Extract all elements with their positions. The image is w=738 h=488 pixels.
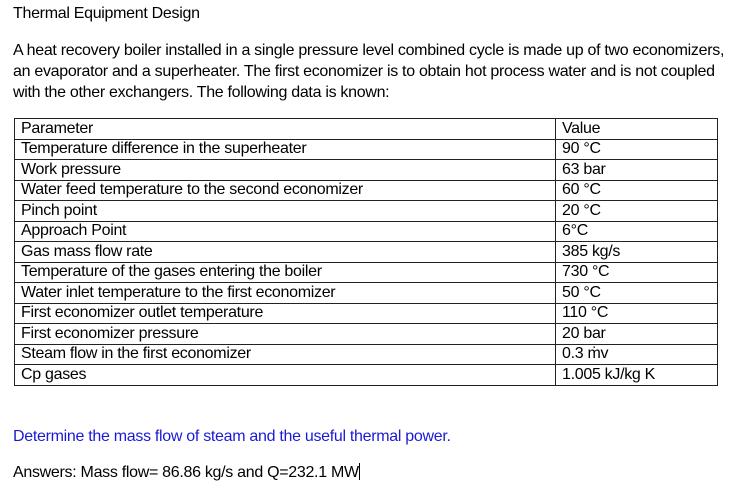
table-row	[15, 344, 718, 365]
value-cell: 110 °C	[556, 303, 718, 324]
table-row	[15, 160, 718, 181]
table-row	[15, 365, 718, 386]
parameter-cell: First economizer outlet temperature	[15, 303, 556, 324]
table-row	[15, 303, 718, 324]
value-cell: 730 °C	[556, 262, 718, 283]
parameter-cell: Cp gases	[15, 365, 556, 386]
table-row	[15, 221, 718, 242]
table-row	[15, 180, 718, 201]
value-cell: 6°C	[556, 221, 718, 242]
table-row	[15, 262, 718, 283]
value-cell: 20 °C	[556, 201, 718, 222]
parameter-cell: Work pressure	[15, 160, 556, 181]
data-table	[14, 118, 718, 386]
table-row	[15, 242, 718, 263]
parameter-cell: Temperature of the gases entering the boiler	[15, 262, 556, 283]
value-cell: 63 bar	[556, 160, 718, 181]
value-cell: 60 °C	[556, 180, 718, 201]
answer-value: Answers: Mass flow= 86.86 kg/s and Q=232.1 MW	[13, 464, 359, 481]
problem-statement: A heat recovery boiler installed in a single pressure level combined cycle is made up of two economizers, an evaporator and a superheater. The first economizer is to obtain hot process water and is not coupled with the other exchangers. The following data is known:	[13, 42, 725, 101]
value-cell: 50 °C	[556, 283, 718, 304]
value-cell: 90 °C	[556, 139, 718, 160]
table-row	[15, 324, 718, 345]
table-row	[15, 201, 718, 222]
table-row	[15, 283, 718, 304]
parameter-cell: Steam flow in the first economizer	[15, 344, 556, 365]
parameter-cell: Gas mass flow rate	[15, 242, 556, 263]
value-cell: 385 kg/s	[556, 242, 718, 263]
column-header: Parameter	[15, 119, 556, 140]
question-text: Determine the mass flow of steam and the useful thermal power.	[13, 428, 451, 445]
text-cursor	[359, 463, 360, 480]
column-header: Value	[556, 119, 718, 140]
value-cell: 1.005 kJ/kg K	[556, 365, 718, 386]
table-row	[15, 139, 718, 160]
parameter-cell: Pinch point	[15, 201, 556, 222]
parameter-cell: Temperature difference in the superheater	[15, 139, 556, 160]
value-cell: 0.3 ṁv	[556, 344, 718, 365]
parameter-cell: Water inlet temperature to the first economizer	[15, 283, 556, 304]
document-title: Thermal Equipment Design	[13, 5, 200, 22]
parameter-cell: Water feed temperature to the second economizer	[15, 180, 556, 201]
value-cell: 20 bar	[556, 324, 718, 345]
table-header-row	[15, 119, 718, 140]
answer-text[interactable]	[13, 463, 360, 482]
parameter-cell: First economizer pressure	[15, 324, 556, 345]
parameter-cell: Approach Point	[15, 221, 556, 242]
